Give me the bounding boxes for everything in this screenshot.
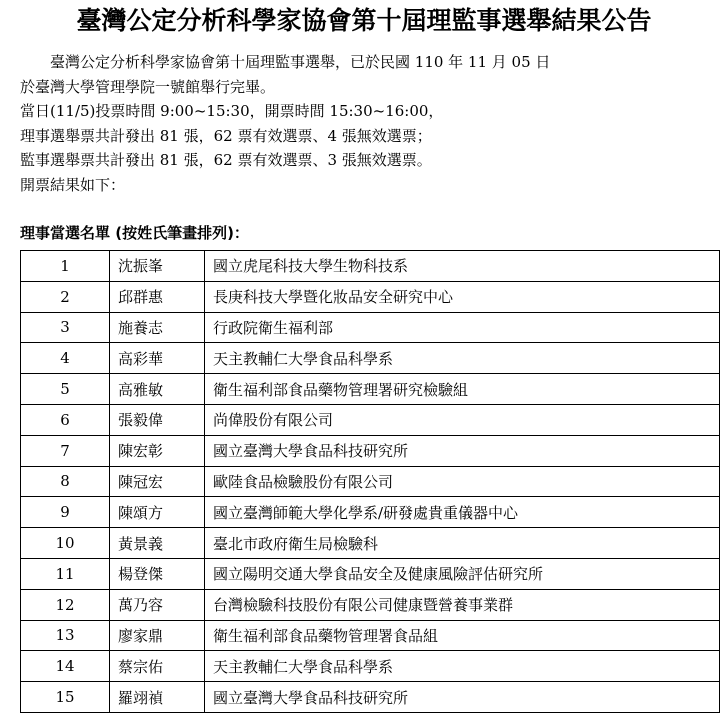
director-name: 蔡宗佑 <box>110 651 205 682</box>
director-name: 邱群惠 <box>110 281 205 312</box>
row-number: 11 <box>21 558 110 589</box>
table-row <box>21 528 720 559</box>
paragraph-line: 監事選舉票共計發出 81 張，62 票有效選票、3 張無效選票。 <box>20 151 432 169</box>
director-affiliation: 長庚科技大學暨化妝品安全研究中心 <box>205 281 720 312</box>
row-number: 14 <box>21 651 110 682</box>
row-number: 12 <box>21 589 110 620</box>
table-row <box>21 620 720 651</box>
director-affiliation: 國立臺灣師範大學化學系/研發處貴重儀器中心 <box>205 497 720 528</box>
director-affiliation: 國立臺灣大學食品科技研究所 <box>205 435 720 466</box>
row-number: 9 <box>21 497 110 528</box>
table-row <box>21 343 720 374</box>
table-row <box>21 466 720 497</box>
table-row <box>21 312 720 343</box>
director-name: 施養志 <box>110 312 205 343</box>
table-row <box>21 251 720 282</box>
director-name: 陳頌方 <box>110 497 205 528</box>
director-affiliation: 天主教輔仁大學食品科學系 <box>205 651 720 682</box>
director-affiliation: 台灣檢驗科技股份有限公司健康暨營養事業群 <box>205 589 720 620</box>
director-name: 萬乃容 <box>110 589 205 620</box>
row-number: 13 <box>21 620 110 651</box>
director-affiliation: 國立虎尾科技大學生物科技系 <box>205 251 720 282</box>
director-affiliation: 天主教輔仁大學食品科學系 <box>205 343 720 374</box>
table-row <box>21 682 720 713</box>
director-name: 陳冠宏 <box>110 466 205 497</box>
director-name: 廖家鼎 <box>110 620 205 651</box>
director-name: 高雅敏 <box>110 374 205 405</box>
director-affiliation: 歐陸食品檢驗股份有限公司 <box>205 466 720 497</box>
row-number: 15 <box>21 682 110 713</box>
director-name: 楊登傑 <box>110 558 205 589</box>
director-affiliation: 尚偉股份有限公司 <box>205 404 720 435</box>
director-name: 沈振峯 <box>110 251 205 282</box>
row-number: 5 <box>21 374 110 405</box>
table-row <box>21 404 720 435</box>
paragraph-line: 臺灣公定分析科學家協會第十屆理監事選舉，已於民國 110 年 11 月 05 日 <box>50 53 551 71</box>
page-title: 臺灣公定分析科學家協會第十屆理監事選舉結果公告 <box>76 6 652 35</box>
row-number: 8 <box>21 466 110 497</box>
table-row <box>21 281 720 312</box>
director-name: 高彩華 <box>110 343 205 374</box>
paragraph-line: 於臺灣大學管理學院一號館舉行完畢。 <box>20 77 276 96</box>
row-number: 3 <box>21 312 110 343</box>
row-number: 4 <box>21 343 110 374</box>
director-affiliation: 行政院衛生福利部 <box>205 312 720 343</box>
director-name: 張毅偉 <box>110 404 205 435</box>
director-name: 黃景義 <box>110 528 205 559</box>
row-number: 2 <box>21 281 110 312</box>
row-number: 7 <box>21 435 110 466</box>
table-row <box>21 435 720 466</box>
table-body <box>21 251 720 713</box>
row-number: 6 <box>21 404 110 435</box>
paragraph-line: 理事選舉票共計發出 81 張，62 票有效選票、4 張無效選票； <box>20 126 432 145</box>
announcement-paragraph <box>20 50 720 197</box>
row-number: 1 <box>21 251 110 282</box>
paragraph-line: 開票結果如下： <box>20 175 126 194</box>
row-number: 10 <box>21 528 110 559</box>
director-affiliation: 國立陽明交通大學食品安全及健康風險評估研究所 <box>205 558 720 589</box>
table-row <box>21 589 720 620</box>
director-affiliation: 衛生福利部食品藥物管理署食品組 <box>205 620 720 651</box>
director-affiliation: 臺北市政府衛生局檢驗科 <box>205 528 720 559</box>
table-row <box>21 374 720 405</box>
elected-list-heading: 理事當選名單 (按姓氏筆畫排列)： <box>20 224 249 242</box>
director-affiliation: 衛生福利部食品藥物管理署研究檢驗組 <box>205 374 720 405</box>
table-row <box>21 651 720 682</box>
elected-directors-table <box>20 250 720 713</box>
director-name: 陳宏彰 <box>110 435 205 466</box>
table-row <box>21 558 720 589</box>
table-row <box>21 497 720 528</box>
director-name: 羅翊禎 <box>110 682 205 713</box>
paragraph-line: 當日(11/5)投票時間 9:00~15:30，開票時間 15:30~16:00， <box>20 102 444 120</box>
director-affiliation: 國立臺灣大學食品科技研究所 <box>205 682 720 713</box>
